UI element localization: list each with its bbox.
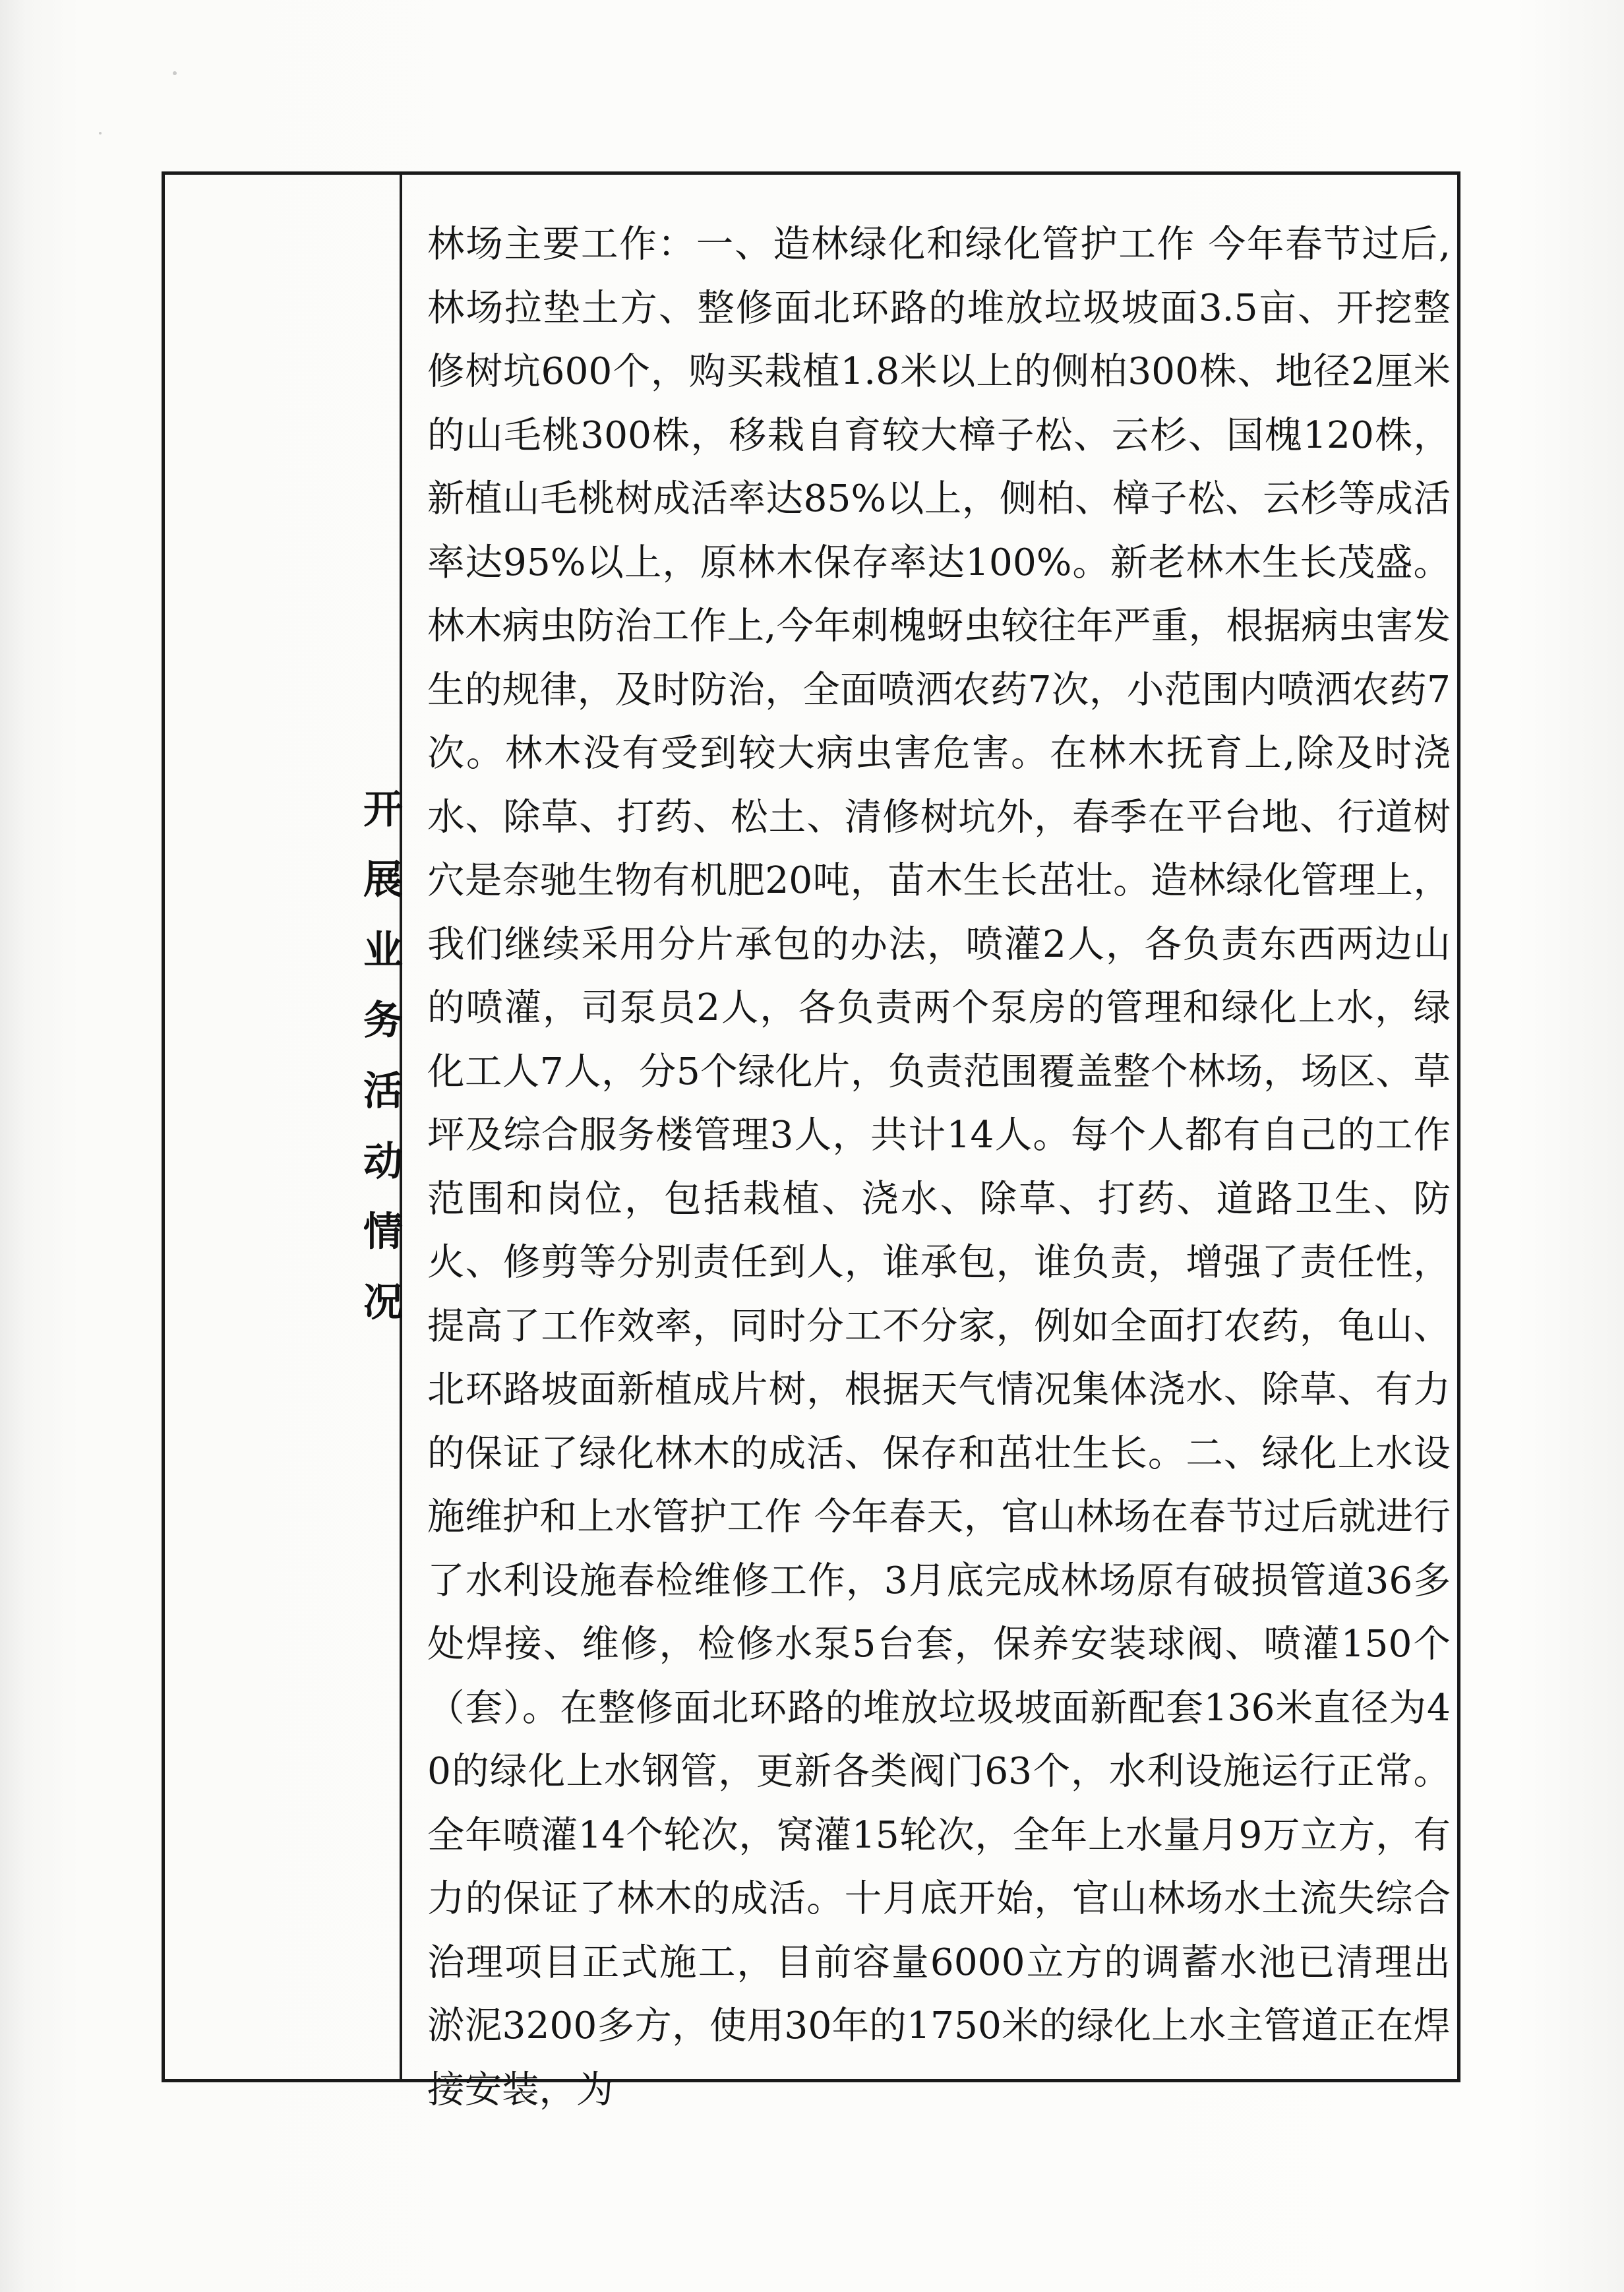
row-label: 开展业务活动情况 <box>357 788 403 1352</box>
work-description: 林场主要工作：一、造林绿化和绿化管护工作 今年春节过后,林场拉垫土方、整修面北环路的堆放垃圾坡面3.5亩、开挖整修树坑600个，购买栽植1.8米以上的侧柏300株、地径2厘米的山毛桃300株，移栽自育较大樟子松、云杉、国槐120株，新植山毛桃树成活率达85%以上，侧柏、樟子松、云杉等成活率达95%以上，原林木保存率达100%。新老林木生长茂盛。林木病虫防治工作上,今年刺槐蚜虫较往年严重，根据病虫害发生的规律，及时防治，全面喷洒农药7次，小范围内喷洒农药7次。林木没有受到较大病虫害危害。在林木抚育上,除及时浇水、除草、打药、松土、清修树坑外，春季在平台地、行道树穴是奈驰生物有机肥20吨，苗木生长茁壮。造林绿化管理上，我们继续采用分片承包的办法，喷灌2人，各负责东西两边山的喷灌，司泵员2人，各负责两个泵房的管理和绿化上水，绿化工人7人，分5个绿化片，负责范围覆盖整个林场，场区、草坪及综合服务楼管理3人，共计14人。每个人都有自己的工作范围和岗位，包括栽植、浇水、除草、打药、道路卫生、防火、修剪等分别责任到人，谁承包，谁负责，增强了责任性，提高了工作效率，同时分工不分家，例如全面打农药，龟山、北环路坡面新植成片树，根据天气情况集体浇水、除草、有力的保证了绿化林木的成活、保存和茁壮生长。二、绿化上水设施维护和上水管护工作 今年春天，官山林场在春节过后就进行了水利设施春检维修工作，3月底完成林场原有破损管道36多处焊接、维修，检修水泵5台套，保养安装球阀、喷灌150个（套）。在整修面北环路的堆放垃圾坡面新配套136米直径为40的绿化上水钢管，更新各类阀门63个，水利设施运行正常。全年喷灌14个轮次，窝灌15轮次，全年上水量月9万立方，有力的保证了林木的成活。十月底开始，官山林场水土流失综合治理项目正式施工，目前容量6000立方的调蓄水池已清理出淤泥3200多方，使用30年的1750米的绿化上水主管道正在焊接安装，为 <box>427 223 1451 2111</box>
scan-speck <box>173 71 177 75</box>
form-table <box>162 171 1460 2111</box>
scan-speck <box>99 132 102 135</box>
label-cell <box>165 175 402 2079</box>
content-cell <box>402 175 1457 2111</box>
